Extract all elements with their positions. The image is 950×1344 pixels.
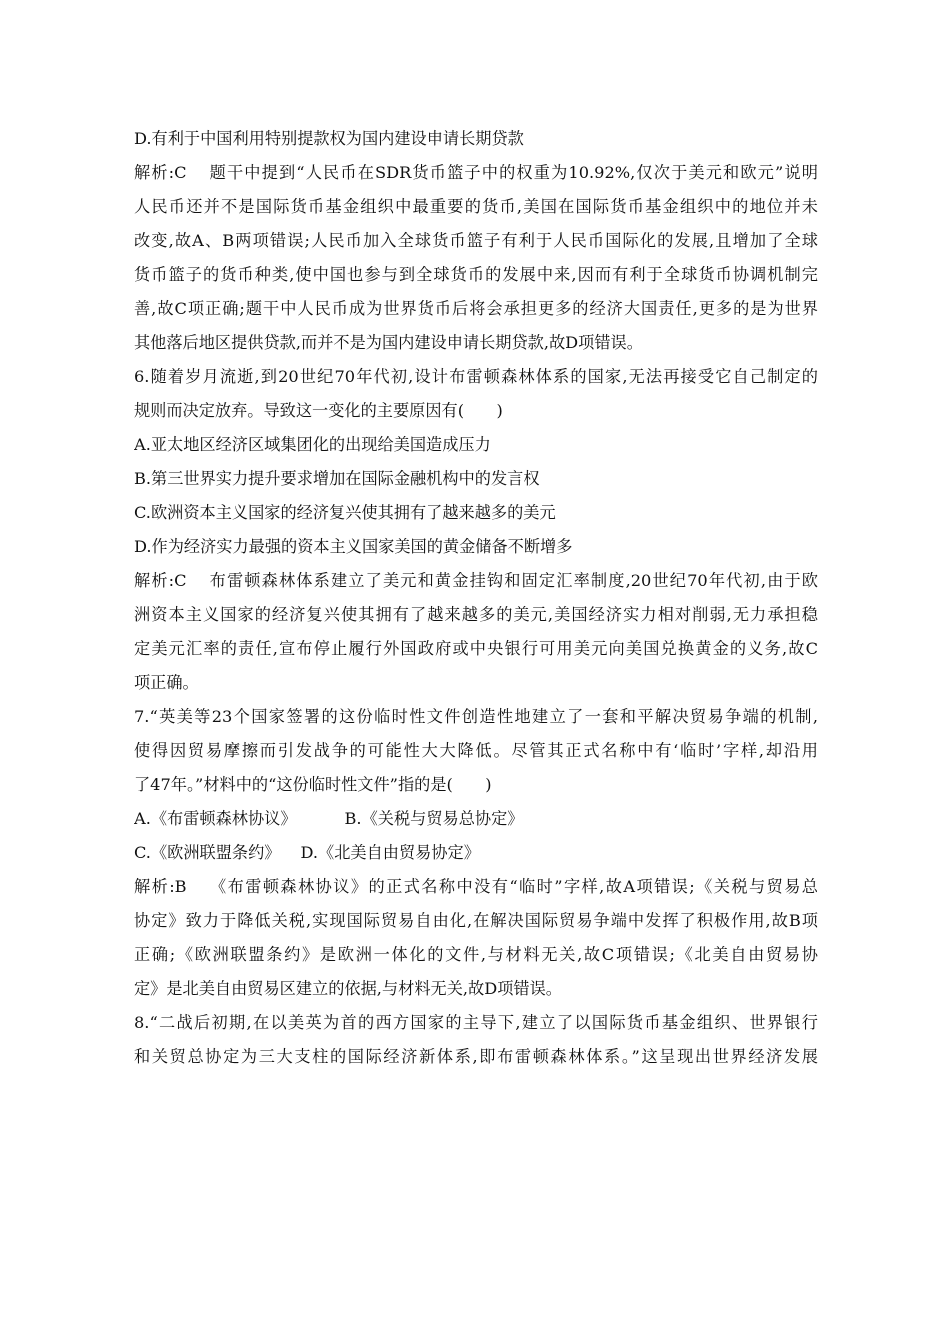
q5-analysis-line: 人民币还并不是国际货币基金组织中最重要的货币,美国在国际货币基金组织中的地位并未 [134, 197, 818, 216]
q7-option-c: C.《欧洲联盟条约》 [134, 843, 281, 862]
q6-analysis-line: 解析:C 布雷顿森林体系建立了美元和黄金挂钩和固定汇率制度,20世纪70年代初,由于欧 [134, 571, 818, 590]
document-page [134, 122, 818, 1074]
q7-options-row-2 [134, 836, 818, 870]
q6-analysis-label: 解析:C [134, 571, 187, 590]
q7-analysis-line: 正确;《欧洲联盟条约》是欧洲一体化的文件,与材料无关,故C项错误;《北美自由贸易协 [134, 945, 818, 964]
q7-analysis-line: 定》是北美自由贸易区建立的依据,与材料无关,故D项错误。 [134, 979, 562, 998]
q7-option-d: D.《北美自由贸易协定》 [300, 843, 480, 862]
q6-analysis-line: 洲资本主义国家的经济复兴使其拥有了越来越多的美元,美国经济实力相对削弱,无力承担稳 [134, 605, 818, 624]
q6-option-a: A.亚太地区经济区域集团化的出现给美国造成压力 [134, 435, 491, 454]
q8-stem-line: 和关贸总协定为三大支柱的国际经济新体系,即布雷顿森林体系。”这呈现出世界经济发展 [134, 1047, 818, 1066]
q6-stem-line: 6.随着岁月流逝,到20世纪70年代初,设计布雷顿森林体系的国家,无法再接受它自己制定的 [134, 367, 818, 386]
q6-option-d: D.作为经济实力最强的资本主义国家美国的黄金储备不断增多 [134, 537, 573, 556]
q7-stem-line: 使得因贸易摩擦而引发战争的可能性大大降低。尽管其正式名称中有‘临时’字样,却沿用 [134, 741, 818, 760]
q6-stem-line: 规则而决定放弃。导致这一变化的主要原因有( ) [134, 401, 503, 420]
q6-analysis-line: 定美元汇率的责任,宣布停止履行外国政府或中央银行可用美元向美国兑换黄金的义务,故C [134, 639, 818, 658]
q5-analysis-line: 解析:C 题干中提到“人民币在SDR货币篮子中的权重为10.92%,仅次于美元和欧元”说明 [134, 163, 818, 182]
q7-analysis-line: 解析:B 《布雷顿森林协议》的正式名称中没有“临时”字样,故A项错误;《关税与贸易总 [134, 877, 818, 896]
q5-analysis-line: 其他落后地区提供贷款,而并不是为国内建设申请长期贷款,故D项错误。 [134, 333, 643, 352]
q7-stem-line: 了47年。”材料中的“这份临时性文件”指的是( ) [134, 775, 492, 794]
q8-stem-line: 8.“二战后初期,在以美英为首的西方国家的主导下,建立了以国际货币基金组织、世界银行 [134, 1013, 818, 1032]
q7-stem-line: 7.“英美等23个国家签署的这份临时性文件创造性地建立了一套和平解决贸易争端的机制, [134, 707, 818, 726]
q7-options-row-1 [134, 802, 818, 836]
q6-option-c: C.欧洲资本主义国家的经济复兴使其拥有了越来越多的美元 [134, 503, 556, 522]
q5-analysis-line: 改变,故A、B两项错误;人民币加入全球货币篮子有利于人民币国际化的发展,且增加了全球 [134, 231, 818, 250]
q5-analysis-line: 货币篮子的货币种类,使中国也参与到全球货币的发展中来,因而有利于全球货币协调机制完 [134, 265, 818, 284]
q7-option-a: A.《布雷顿森林协议》 [134, 809, 297, 828]
q6-analysis-line: 项正确。 [134, 673, 199, 692]
q5-analysis-line: 善,故C项正确;题干中人民币成为世界货币后将会承担更多的经济大国责任,更多的是为世界 [134, 299, 818, 318]
q7-analysis-line: 协定》致力于降低关税,实现国际贸易自由化,在解决国际贸易争端中发挥了积极作用,故B项 [134, 911, 818, 930]
q5-analysis-label: 解析:C [134, 163, 187, 182]
q5-option-d: D.有利于中国利用特别提款权为国内建设申请长期贷款 [134, 129, 524, 148]
q7-option-b: B.《关税与贸易总协定》 [344, 809, 524, 828]
q7-analysis-label: 解析:B [134, 877, 187, 896]
q6-option-b: B.第三世界实力提升要求增加在国际金融机构中的发言权 [134, 469, 540, 488]
